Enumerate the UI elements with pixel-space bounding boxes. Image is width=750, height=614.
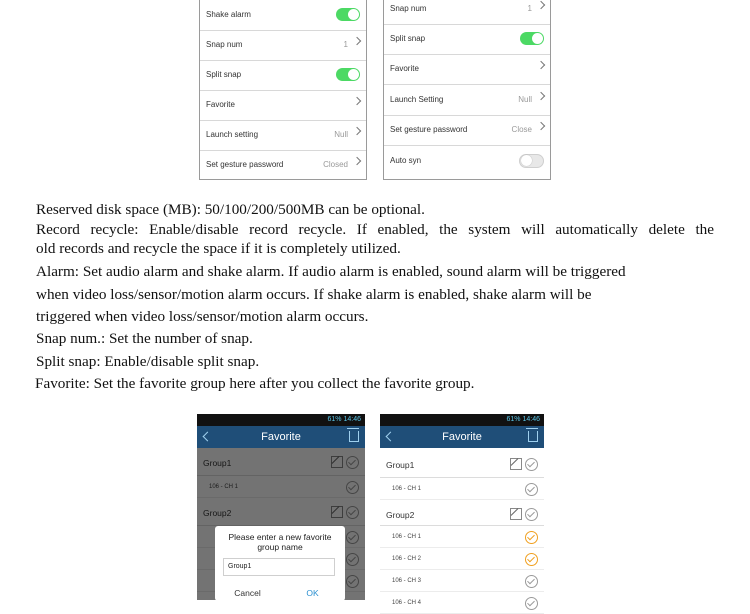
channel-row[interactable] <box>380 526 544 548</box>
settings-row-launch-setting[interactable] <box>384 86 550 116</box>
chevron-right-icon <box>537 61 545 69</box>
split-snap-toggle[interactable] <box>520 32 544 45</box>
settings-row-label: Launch Setting <box>390 95 444 104</box>
nav-title: Favorite <box>261 431 301 443</box>
check-circle-icon[interactable] <box>525 483 538 496</box>
doc-line-alarm: Alarm: Set audio alarm and shake alarm. If audio alarm is enabled, sound alarm will be triggered <box>36 263 626 280</box>
settings-row-label: Split snap <box>390 34 426 43</box>
group-row[interactable] <box>380 450 544 478</box>
settings-row-value: Null <box>334 130 348 139</box>
group-name-input-value: Group1 <box>228 563 252 570</box>
settings-row-snap-num[interactable] <box>384 0 550 25</box>
settings-row-split-snap[interactable] <box>200 61 366 91</box>
settings-row-label: Set gesture password <box>390 125 468 134</box>
nav-title: Favorite <box>442 431 482 443</box>
settings-row-label: Set gesture password <box>206 160 284 169</box>
channel-row[interactable] <box>380 478 544 500</box>
settings-row-favorite[interactable] <box>384 55 550 85</box>
chevron-right-icon <box>537 1 545 9</box>
nav-bar <box>380 426 544 448</box>
settings-row-value: 1 <box>343 40 348 49</box>
phone-screenshot-left <box>197 414 365 600</box>
trash-icon[interactable] <box>349 431 359 442</box>
settings-row-snap-num[interactable] <box>200 31 366 61</box>
check-circle-icon[interactable] <box>525 458 538 471</box>
chevron-right-icon <box>353 127 361 135</box>
edit-icon[interactable] <box>510 508 522 520</box>
settings-row-label: Split snap <box>206 70 242 79</box>
check-circle-icon[interactable] <box>525 531 538 544</box>
doc-line-favorite: Favorite: Set the favorite group here after you collect the favorite group. <box>35 375 475 392</box>
channel-label: 106 - CH 2 <box>392 556 422 562</box>
doc-line-reserved-disk: Reserved disk space (MB): 50/100/200/500MB can be optional. <box>36 201 425 218</box>
settings-row-value: Closed <box>323 160 348 169</box>
group-label: Group1 <box>386 460 415 470</box>
settings-row-label: Snap num <box>390 4 427 13</box>
check-circle-icon[interactable] <box>525 553 538 566</box>
doc-line-alarm-cont2: triggered when video loss/sensor/motion alarm occurs. <box>36 308 369 325</box>
check-circle-icon[interactable] <box>525 575 538 588</box>
settings-row-launch-setting[interactable] <box>200 121 366 151</box>
chevron-right-icon <box>353 157 361 165</box>
check-circle-icon[interactable] <box>525 508 538 521</box>
settings-row-value: 1 <box>527 4 532 13</box>
chevron-right-icon <box>537 122 545 130</box>
cancel-button[interactable]: Cancel <box>234 588 261 598</box>
settings-row-label: Launch setting <box>206 130 259 139</box>
shake-alarm-toggle[interactable] <box>336 8 360 21</box>
settings-row-gesture-password[interactable] <box>200 151 366 181</box>
settings-row-split-snap[interactable] <box>384 25 550 55</box>
settings-row-value: Null <box>518 95 532 104</box>
edit-icon[interactable] <box>510 458 522 470</box>
channel-row[interactable] <box>380 548 544 570</box>
settings-row-auto-syn[interactable] <box>384 147 550 177</box>
settings-row-value: Close <box>511 125 532 134</box>
settings-row-label: Favorite <box>390 64 419 73</box>
group-name-input[interactable] <box>223 558 335 576</box>
settings-row-label: Favorite <box>206 100 235 109</box>
chevron-right-icon <box>537 92 545 100</box>
settings-row-shake-alarm[interactable] <box>200 1 366 31</box>
settings-row-label: Snap num <box>206 40 243 49</box>
settings-row-label: Shake alarm <box>206 10 251 19</box>
doc-line-record-recycle-cont: old records and recycle the space if it is completely utilized. <box>36 240 401 257</box>
split-snap-toggle[interactable] <box>336 68 360 81</box>
settings-row-gesture-password[interactable] <box>384 116 550 146</box>
settings-panel-right <box>383 0 551 180</box>
status-bar <box>197 414 365 426</box>
dialog-prompt: Please enter a new favorite group name <box>228 532 332 552</box>
phone-screenshot-right <box>380 414 544 606</box>
check-circle-icon[interactable] <box>525 597 538 610</box>
channel-row[interactable] <box>380 570 544 592</box>
channel-label: 106 - CH 1 <box>392 486 422 492</box>
channel-label: 106 - CH 1 <box>392 534 422 540</box>
auto-syn-toggle[interactable] <box>519 154 544 168</box>
doc-line-split-snap: Split snap: Enable/disable split snap. <box>36 353 260 370</box>
group-label: Group2 <box>386 510 415 520</box>
doc-line-record-recycle: Record recycle: Enable/disable record recycle. If enabled, the system will automatically delete the <box>36 221 714 238</box>
settings-row-favorite[interactable] <box>200 91 366 121</box>
settings-panel-left <box>199 0 367 180</box>
group-row[interactable] <box>380 500 544 526</box>
channel-row[interactable] <box>380 592 544 614</box>
status-text: 61% 14:46 <box>327 416 361 423</box>
status-text: 61% 14:46 <box>506 416 540 423</box>
doc-line-snap-num: Snap num.: Set the number of snap. <box>36 330 253 347</box>
status-bar <box>380 414 544 426</box>
settings-row-label: Auto syn <box>390 156 422 165</box>
channel-label: 106 - CH 4 <box>392 600 422 606</box>
doc-line-alarm-cont1: when video loss/sensor/motion alarm occurs. If shake alarm is enabled, shake alarm will be <box>36 286 592 303</box>
rename-group-dialog <box>215 526 345 601</box>
chevron-right-icon <box>353 97 361 105</box>
chevron-right-icon <box>353 37 361 45</box>
channel-label: 106 - CH 3 <box>392 578 422 584</box>
nav-bar <box>197 426 365 448</box>
ok-button[interactable]: OK <box>306 588 319 598</box>
trash-icon[interactable] <box>528 431 538 442</box>
